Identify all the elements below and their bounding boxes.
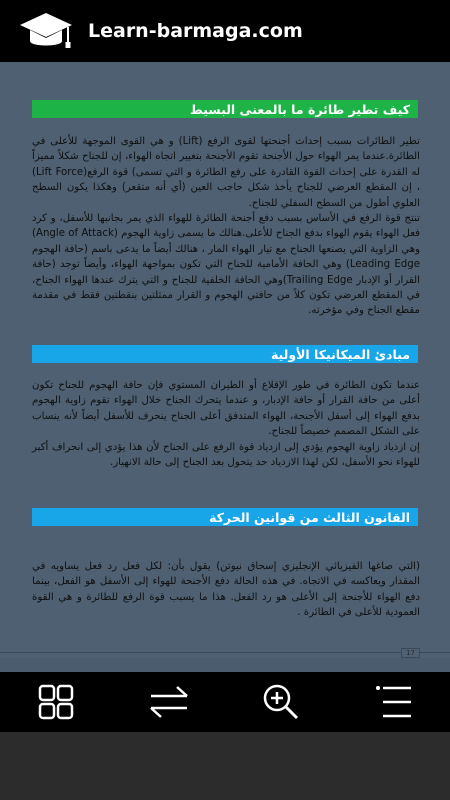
section-body-1 — [32, 134, 420, 319]
graduation-cap-icon — [18, 7, 74, 55]
paragraph: تنتج قوة الرفع في الأساس بسبب دفع أجنحة الطائرة للهواء الذي يمر بجانبها للأسفل، و كرد فعل الهواء يقوم الهواء بدفع الجناح للأعلى.هنالك ما يسمى زاوية الهجوم (Angle of Attack) وهي الزاوية التي يصنعها الجناح مع تيار الهواء المار ، هنالك أيضاً ما يدعى باسم (حافة الهجوم Leading Edge) وهي الحافة الأمامية للجناح التي تكون بمواجهة الهواء، وأيضاً توجد (حافة القرار أو الإدبار Trailing Edge)وهي الحافة الخلفية للجناح و التي يترك عندها الهواء الجناح، في المقطع العرضي تكون كلاً من حافتي الهجوم و القرار ممثلتين بنقطتين فقط في مقدمة مقطع الجناح وفي مؤخرته. — [32, 213, 421, 317]
paragraph: تطير الطائرات بسبب إحداث أجنحتها لقوى الرفع (Lift) و هي القوى الموجهة للأعلى في الطائرة.عندما يمر الهواء حول الأجنحة تقوم الأجنحة بتغيير اتجاه الهواء، إن للجناح شكلاً مميزاً له القدرة على إحداث القوة القادرة على رفع الطائرة و التي تسمى) قوة الرفع(Lift Force) ، إن المقطع العرضي للجناح يأخذ شكل حاجب العين (أي أنه متقعر) وهكذا يكون السطح العلوي أطول من السطح السفلي للجناح. — [32, 136, 420, 209]
zoom-in-icon — [262, 683, 300, 721]
grid-view-button[interactable] — [32, 678, 80, 726]
page-number: 17 — [401, 648, 420, 658]
list-menu-icon — [375, 684, 413, 720]
paragraph: إن ازدياد زاوية الهجوم يؤدي إلى ازدياد قوة الرفع على الجناح لأن هذا يؤدي إلى انحراف أكبر للهواء نحو الأسفل، لكن لهذا الازدياد حد يتحول بعد الجناح إلى حالة الانهيار. — [32, 441, 420, 469]
section-heading-2 — [32, 345, 418, 363]
section-heading-1 — [32, 100, 418, 118]
page-footer-line — [0, 652, 450, 659]
paragraph: عندما تكون الطائرة في طور الإقلاع أو الطيران المستوي فإن حافة الهجوم للجناح تكون أعلى من حافة القرار أو حافة الإدبار، و عندما يتحرك الجناح خلال الهواء تقوم زاوية الهجوم بدفع الهواء إلى أسفل الأجنحة، الهواء المتدفق أعلى الجناح ينحرف للأسفل أيضاً لأنه ينساب على الشكل المصمم خصيصاً للجناح. — [32, 380, 420, 438]
section-heading-3 — [32, 508, 418, 526]
system-navigation-area — [0, 732, 450, 800]
paragraph: (التي صاغها الفيزيائي الإنجليزي إسحاق نيوتن) يقول بأن: لكل فعل رد فعل يساويه في المقدار ويعاكسه في الاتجاه. في هذه الحالة دفع الأجنحة للهواء إلى الأسفل هو الفعل، بينما دفع الهواء للأجنحة إلى الأعلى هو رد الفعل. هذا ما يسبب قوة الرفع للطائرة و هي القوة العمودية للأعلى في الطائرة . — [32, 561, 420, 619]
section-title: كيف تطير طائرة ما بالمعنى البسيط — [189, 101, 410, 117]
swap-arrows-icon — [149, 684, 189, 720]
site-brand[interactable]: Learn-barmaga.com — [88, 20, 303, 42]
grid-icon — [38, 684, 74, 720]
section-body-2 — [32, 378, 420, 470]
menu-button[interactable] — [370, 678, 418, 726]
zoom-in-button[interactable] — [257, 678, 305, 726]
section-title: مبادئ الميكانيكا الأولية — [270, 346, 410, 362]
bottom-toolbar — [0, 672, 450, 732]
section-body-3 — [32, 559, 420, 621]
section-title: القانون الثالث من قوانين الحركة — [209, 509, 410, 525]
swap-direction-button[interactable] — [145, 678, 193, 726]
top-app-bar — [0, 0, 450, 62]
document-page[interactable] — [0, 62, 450, 658]
